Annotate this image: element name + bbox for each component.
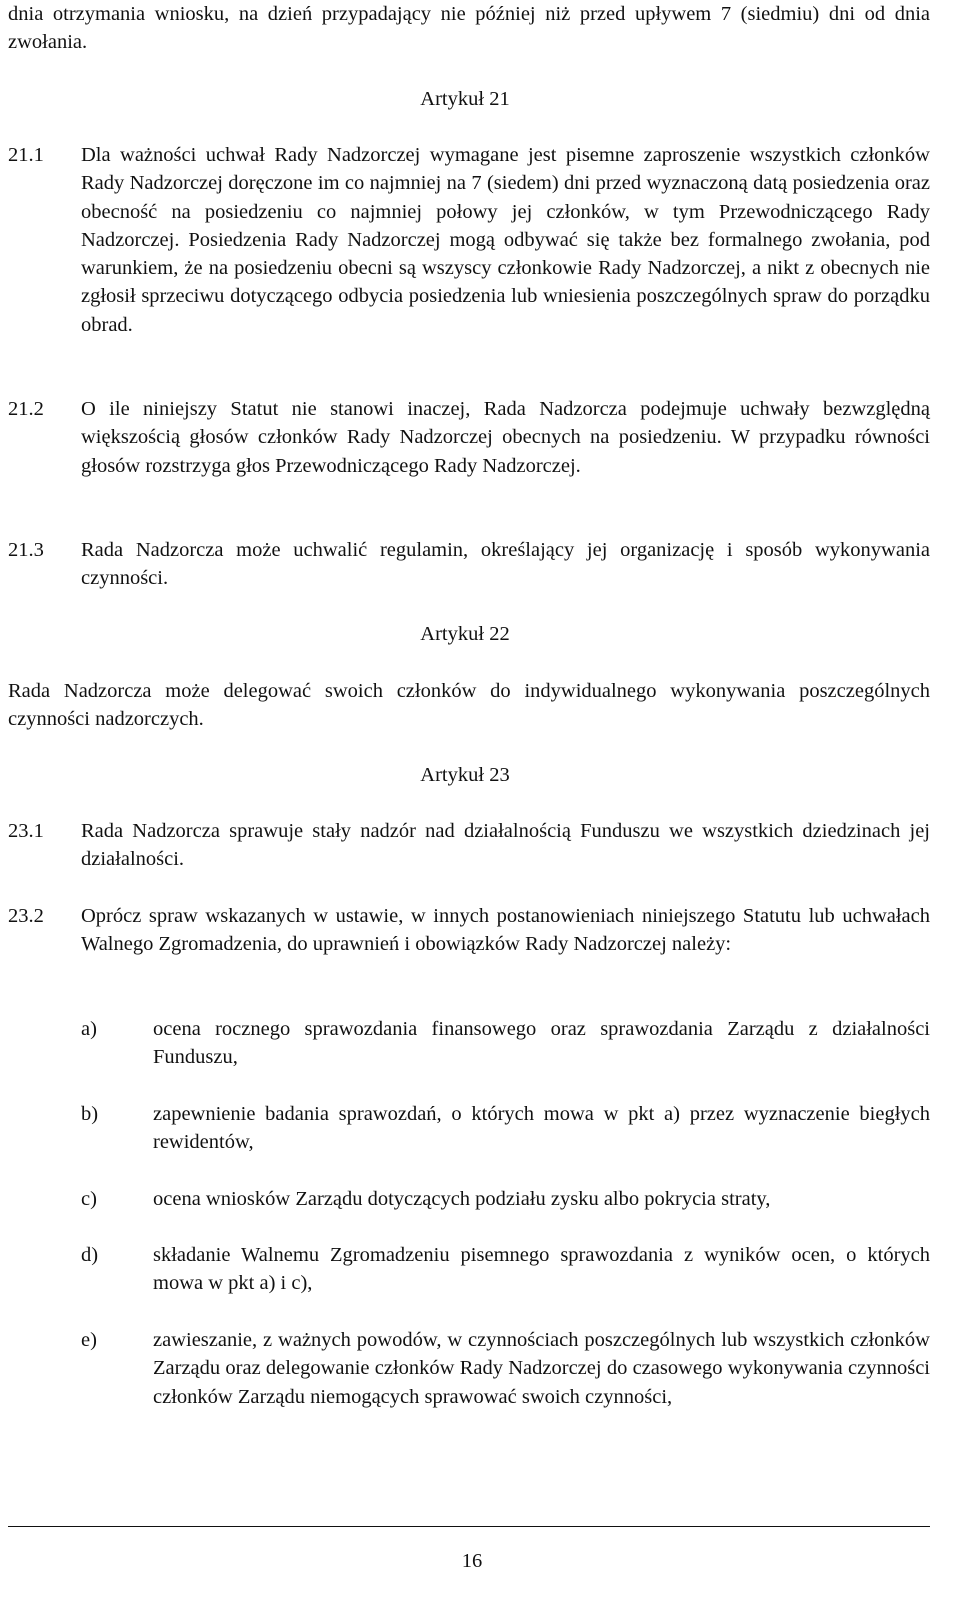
list-item-e-text: zawieszanie, z ważnych powodów, w czynnościach poszczególnych lub wszystkich członków Zarządu oraz delegowanie członków Rady Nadzorczej do czasowego wykonywania czynności członków Zarządu niemogących sprawować swoich czynności, [153,1329,930,1408]
paragraph-23-2-number: 23.2 [8,905,44,927]
footer-divider [8,1526,930,1527]
paragraph-21-3-number: 21.3 [8,539,44,561]
list-item-c-letter: c) [81,1188,97,1210]
list-item-b-text: zapewnienie badania sprawozdań, o których mowa w pkt a) przez wyznaczenie biegłych rewidentów, [153,1103,930,1154]
paragraph-21-1-number: 21.1 [8,144,44,166]
paragraph-23-1-number: 23.1 [8,820,44,842]
intro-paragraph: dnia otrzymania wniosku, na dzień przypadający nie później niż przed upływem 7 (siedmiu) dni od dnia zwołania. [8,3,930,54]
list-item-e-letter: e) [81,1329,97,1351]
list-item-a-text: ocena rocznego sprawozdania finansowego oraz sprawozdania Zarządu z działalności Funduszu, [153,1018,930,1069]
list-item-a-letter: a) [81,1018,97,1040]
paragraph-21-2-number: 21.2 [8,398,44,420]
list-item-b-letter: b) [81,1103,99,1125]
page-number: 16 [461,1550,483,1572]
paragraph-21-2-text: O ile niniejszy Statut nie stanowi inaczej, Rada Nadzorcza podejmuje uchwały bezwzględną większością głosów członków Rady Nadzorczej obecnych na posiedzeniu. W przypadku równości głosów rozstrzyga głos Przewodniczącego Rady Nadzorczej. [81,398,930,477]
paragraph-21-1-text: Dla ważności uchwał Rady Nadzorczej wymagane jest pisemne zaproszenie wszystkich członków Rady Nadzorczej doręczone im co najmniej na 7 (siedem) dni przed wyznaczoną datą posiedzenia oraz obecność na posiedzeniu co najmniej połowy jej członków, w tym Przewodniczącego Rady Nadzorczej. Posiedzenia Rady Nadzorczej mogą odbywać się także bez formalnego zwołania, pod warunkiem, że na posiedzeniu obecni są wszyscy członkowie Rady Nadzorczej, a nikt z obecnych nie zgłosił sprzeciwu dotyczącego odbycia posiedzenia lub wniesienia poszczególnych spraw do porządku obrad. [81,144,930,336]
article-21-heading: Artykuł 21 [420,88,510,110]
article-23-heading: Artykuł 23 [420,764,510,786]
article-22-heading: Artykuł 22 [420,623,510,645]
paragraph-23-1-text: Rada Nadzorcza sprawuje stały nadzór nad działalnością Funduszu we wszystkich dziedzinach jej działalności. [81,820,930,871]
list-item-d-text: składanie Walnemu Zgromadzeniu pisemnego sprawozdania z wyników ocen, o których mowa w pkt a) i c), [153,1244,930,1295]
list-item-d-letter: d) [81,1244,99,1266]
list-item-c-text: ocena wniosków Zarządu dotyczących podziału zysku albo pokrycia straty, [153,1188,771,1210]
paragraph-21-3-text: Rada Nadzorcza może uchwalić regulamin, określający jej organizację i sposób wykonywania czynności. [81,539,930,590]
paragraph-23-2-text: Oprócz spraw wskazanych w ustawie, w innych postanowieniach niniejszego Statutu lub uchwałach Walnego Zgromadzenia, do uprawnień i obowiązków Rady Nadzorczej należy: [81,905,930,956]
article-22-text: Rada Nadzorcza może delegować swoich członków do indywidualnego wykonywania poszczególnych czynności nadzorczych. [8,680,930,731]
